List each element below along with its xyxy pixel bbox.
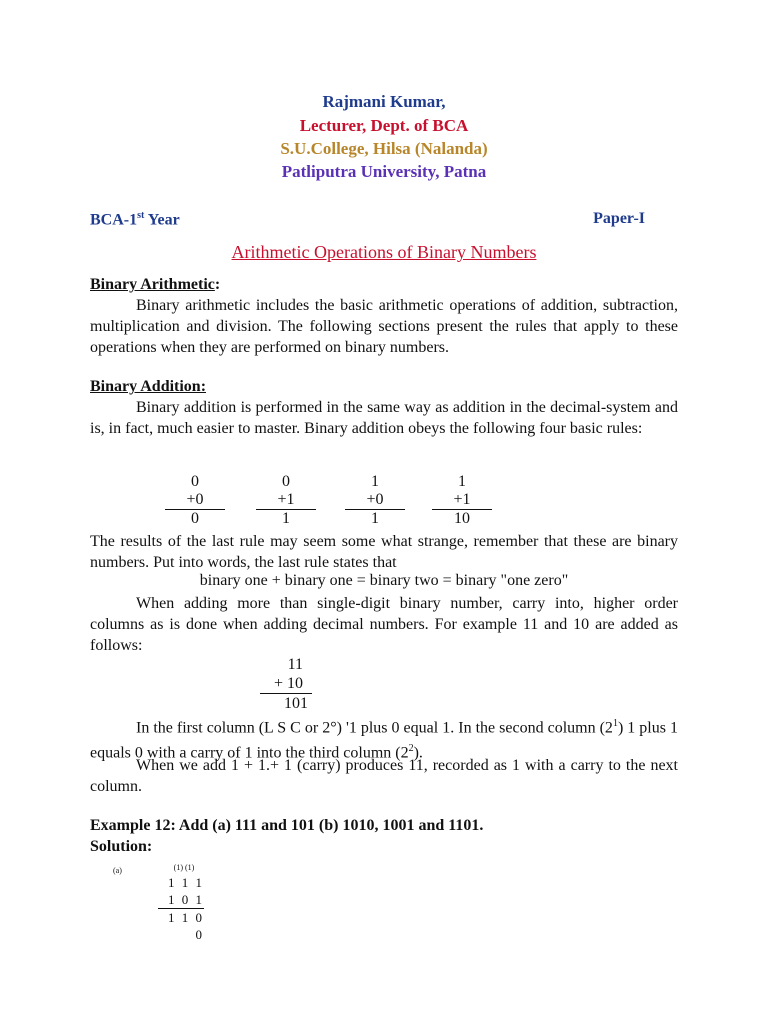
college-name: S.U.College, Hilsa (Nalanda) (280, 139, 488, 158)
example-12-heading: Example 12: Add (a) 111 and 101 (b) 1010, 1001 and 1101. (90, 817, 484, 834)
part-a-label: (a) (113, 866, 122, 875)
binary-statement: binary one + binary one = binary two = binary "one zero" (199, 572, 569, 589)
carry-paragraph: When adding more than single-digit binary number, carry into, higher order columns as is done when adding decimal numbers. For example 11 and 10 are added as follows: (90, 595, 678, 654)
arithmetic-paragraph: Binary arithmetic includes the basic arithmetic operations of addition, subtraction, multiplication and division. The following sections present the rules that apply to these operations when they are performed on binary numbers. (90, 297, 678, 356)
section-heading-arithmetic: Binary Arithmetic: (90, 276, 221, 293)
example-sum: 11 + 10 101 (250, 655, 312, 713)
column-explanation: In the first column (L S C or 2°) '1 plus 0 equal 1. In the second column $(2^1)$ 1 plus 1 equals 0 with a carry of 1 into the third column $(2^2)$. (90, 718, 678, 762)
rule-0: 0 +0 0 (165, 473, 225, 528)
author-position: Lecturer, Dept. of BCA (299, 116, 469, 135)
rule-2: 1 +0 1 (345, 473, 405, 528)
page-title: Arithmetic Operations of Binary Numbers (231, 242, 537, 262)
section-heading-addition: Binary Addition: (90, 378, 207, 395)
addition-paragraph: Binary addition is performed in the same way as addition in the decimal-system and is, in fact, much easier to master. Binary addition obeys the following four basic rules: (90, 399, 678, 437)
example-12-sum: (1) (1) 1 1 1 1 0 1 1 1 0 0 (158, 862, 204, 943)
rule-3: 1 +1 10 (432, 473, 492, 528)
rule-1: 0 +1 1 (256, 473, 316, 528)
solution-label: Solution: (90, 838, 153, 855)
university-name: Patliputra University, Patna (281, 162, 487, 181)
paper-label: Paper-I (593, 210, 645, 227)
carry-explanation: When we add 1 + 1.+ 1 (carry) produces 11, recorded as 1 with a carry to the next column. (90, 757, 678, 795)
author-name: Rajmani Kumar, (322, 92, 446, 111)
results-paragraph: The results of the last rule may seem some what strange, remember that these are binary numbers. Put into words, the last rule states that (90, 533, 678, 571)
course-year: BCA-1st Year (90, 210, 180, 229)
